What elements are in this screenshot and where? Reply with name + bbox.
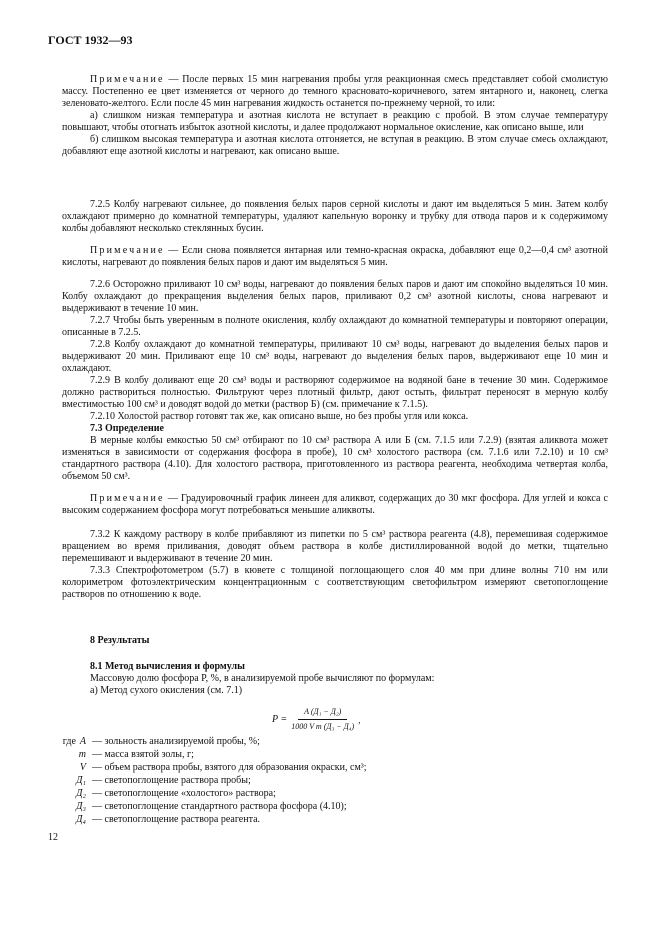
paragraph-7-3-3: 7.3.3 Спектрофотометром (5.7) в кювете с толщиной поглощающего слоя 40 мм при длине волны 710 нм или колориметром фотоэлектрическим концентрационным с соответствующим светофильтром измеряют светопоглощение растворов по отношению к воде. (62, 565, 608, 600)
note-text: — Если снова появляется янтарная или темно-красная окраска, добавляют еще 0,2—0,4 см³ азотной кислоты, нагревают до появления белых паров и дают им выделяться 5 мин. (62, 245, 608, 268)
note-label: Примечание (90, 245, 165, 256)
legend-description: — светопоглощение «холостого» раствора; (92, 788, 276, 799)
legend-symbol (48, 775, 92, 788)
legend-symbol (48, 814, 92, 827)
legend-description: — зольность анализируемой пробы, %; (92, 736, 260, 747)
paragraph-7-2-9: 7.2.9 В колбу доливают еще 20 см³ воды и растворяют содержимое на водяной бане в течение 30 мин. Содержимое должно раствориться полностью. Фильтруют через плотный фильтр, дают остыть, фильтрат переносят в мерную колбу вместимостью 100 см³ и доводят водой до метки (раствор Б) (см. примечание к 7.1.5). (62, 375, 608, 410)
section-8 (62, 635, 608, 647)
symbol-text: Д₁ (76, 775, 86, 786)
legend-symbol (48, 749, 92, 762)
note-text: — Градуировочный график линеен для аликвот, содержащих до 30 мкг фосфора. Для углей и кокса с высоким содержанием фосфора могут потребоваться меньшие аликвоты. (62, 493, 608, 516)
note-item-a: а) слишком низкая температура и азотная кислота не вступает в реакцию с пробой. В этом случае температуру повышают, чтобы отогнать избыток азотной кислоты, и далее продолжают нормальное окисление, как описано выше, или (62, 110, 608, 133)
sections-7-3-2-7-3-3 (62, 529, 608, 601)
legend-description: — светопоглощение стандартного раствора фосфора (4.10); (92, 801, 347, 812)
paragraph-7-2-5: 7.2.5 Колбу нагревают сильнее, до появления белых паров серной кислоты и дают им выделяться 5 мин. Затем колбу охлаждают примерно до комнатной температуры, удаляют капельную воронку и трубку для отвода паров и к содержимому колбы добавляют несколько стеклянных бусин. (62, 199, 608, 234)
heading-8: 8 Результаты (90, 635, 150, 646)
heading-7-3: 7.3 Определение (90, 423, 164, 434)
note-1 (62, 74, 608, 158)
section-8-1 (62, 661, 608, 697)
legend-description: — масса взятой золы, г; (92, 749, 194, 760)
note-3 (62, 493, 608, 517)
note-label: Примечание (90, 74, 165, 85)
legend-symbol (48, 788, 92, 801)
symbol-text: Д₄ (76, 814, 86, 825)
note-text: — После первых 15 мин нагревания пробы угля реакционная смесь представляет собой смолистую массу. Постепенно ее цвет изменяется от черного до темного красновато-коричневого, затем янтарного и, наконец, слегка зеленовато-желтого. Если после 45 мин нагревания жидкость останется по-прежнему черной, то или: (62, 74, 608, 109)
legend-item (48, 762, 608, 775)
sections-7-2-6-to-7-3 (62, 279, 608, 483)
legend-item (48, 775, 608, 788)
variable-legend (48, 736, 608, 827)
paragraph-8-1: Массовую долю фосфора P, %, в анализируемой пробе вычисляют по формулам: (90, 673, 435, 684)
legend-prefix: где (62, 736, 76, 747)
paragraph-7-2-10: 7.2.10 Холостой раствор готовят так же, как описано выше, но без пробы угля или кокса. (90, 411, 469, 422)
formula-fraction (291, 706, 354, 733)
formula-denominator: 1000 V m (Д₃ − Д₄) (291, 722, 355, 731)
formula-lhs: P = (272, 713, 288, 725)
legend-symbol (48, 801, 92, 814)
legend-description: — светопоглощение раствора пробы; (92, 775, 251, 786)
note-2 (62, 245, 608, 269)
symbol-text: m (78, 749, 86, 760)
heading-8-1: 8.1 Метод вычисления и формулы (90, 661, 245, 672)
paragraph-7-2-6: 7.2.6 Осторожно приливают 10 см³ воды, нагревают до появления белых паров и дают им спокойно выделяться 10 мин. Колбу охлаждают до прекращения выделения белых паров, приливают 0,2 см³ азотной кислоты, снова нагревают и выдерживают в течение 10 мин. (62, 279, 608, 314)
symbol-text: Д₃ (76, 801, 86, 812)
formula (272, 706, 360, 733)
document-header: ГОСТ 1932—93 (48, 33, 133, 47)
legend-symbol (48, 762, 92, 775)
legend-item (48, 749, 608, 762)
paragraph-7-3-2: 7.3.2 К каждому раствору в колбе прибавляют из пипетки по 5 см³ раствора реагента (4.8), перемешивая содержимое вращением во время приливания, доводят объем раствора в колбе дистиллированной водой до метки, тщательно перемешивают и выдерживают в течение 20 мин. (62, 529, 608, 564)
note-item-b: б) слишком высокая температура и азотная кислота отгоняется, не вступая в реакцию. В этом случае смесь охлаждают, добавляют еще азотной кислоты и нагревают, как описано выше. (62, 134, 608, 157)
paragraph-7-2-8: 7.2.8 Колбу охлаждают до комнатной температуры, приливают 10 см³ воды, нагревают до выделения белых паров и выдерживают 20 мин. Приливают еще 10 см³ воды, нагревают до выделения белых паров, выдерживают еще 10 мин и охлаждают. (62, 339, 608, 374)
section-7-2-5 (62, 199, 608, 235)
page-number: 12 (48, 832, 58, 843)
legend-item (48, 788, 608, 801)
paragraph-7-3: В мерные колбы емкостью 50 см³ отбирают по 10 см³ раствора А или Б (см. 7.1.5 или 7.2.9) (взятая аликвота может изменяться в зависимости от содержания фосфора в пробе), 10 см³ холостого раствора (см. 7.1.6 или 7.2.10) и 10 см³ стандартного раствора (4.10). Для холостого раствора, приготовленного из раствора реагента, необходима четвертая колба, объемом 50 см³. (62, 435, 608, 482)
legend-item (48, 801, 608, 814)
legend-description: — объем раствора пробы, взятого для образования окраски, см³; (92, 762, 367, 773)
symbol-text: V (79, 762, 86, 773)
legend-description: — светопоглощение раствора реагента. (92, 814, 261, 825)
formula-numerator: A (Д₁ − Д₂) (298, 706, 347, 720)
legend-item (48, 736, 608, 749)
legend-symbol (48, 736, 92, 749)
paragraph-7-2-7: 7.2.7 Чтобы быть уверенным в полноте окисления, колбу охлаждают до комнатной температуры и повторяют операции, описанные в 7.2.5. (62, 315, 608, 338)
symbol-text: Д₂ (76, 788, 86, 799)
note-label: Примечание (90, 493, 165, 504)
formula-tail: , (358, 714, 361, 725)
paragraph-8-1-a: а) Метод сухого окисления (см. 7.1) (90, 685, 243, 696)
legend-item (48, 814, 608, 827)
symbol-text: A (79, 736, 86, 747)
